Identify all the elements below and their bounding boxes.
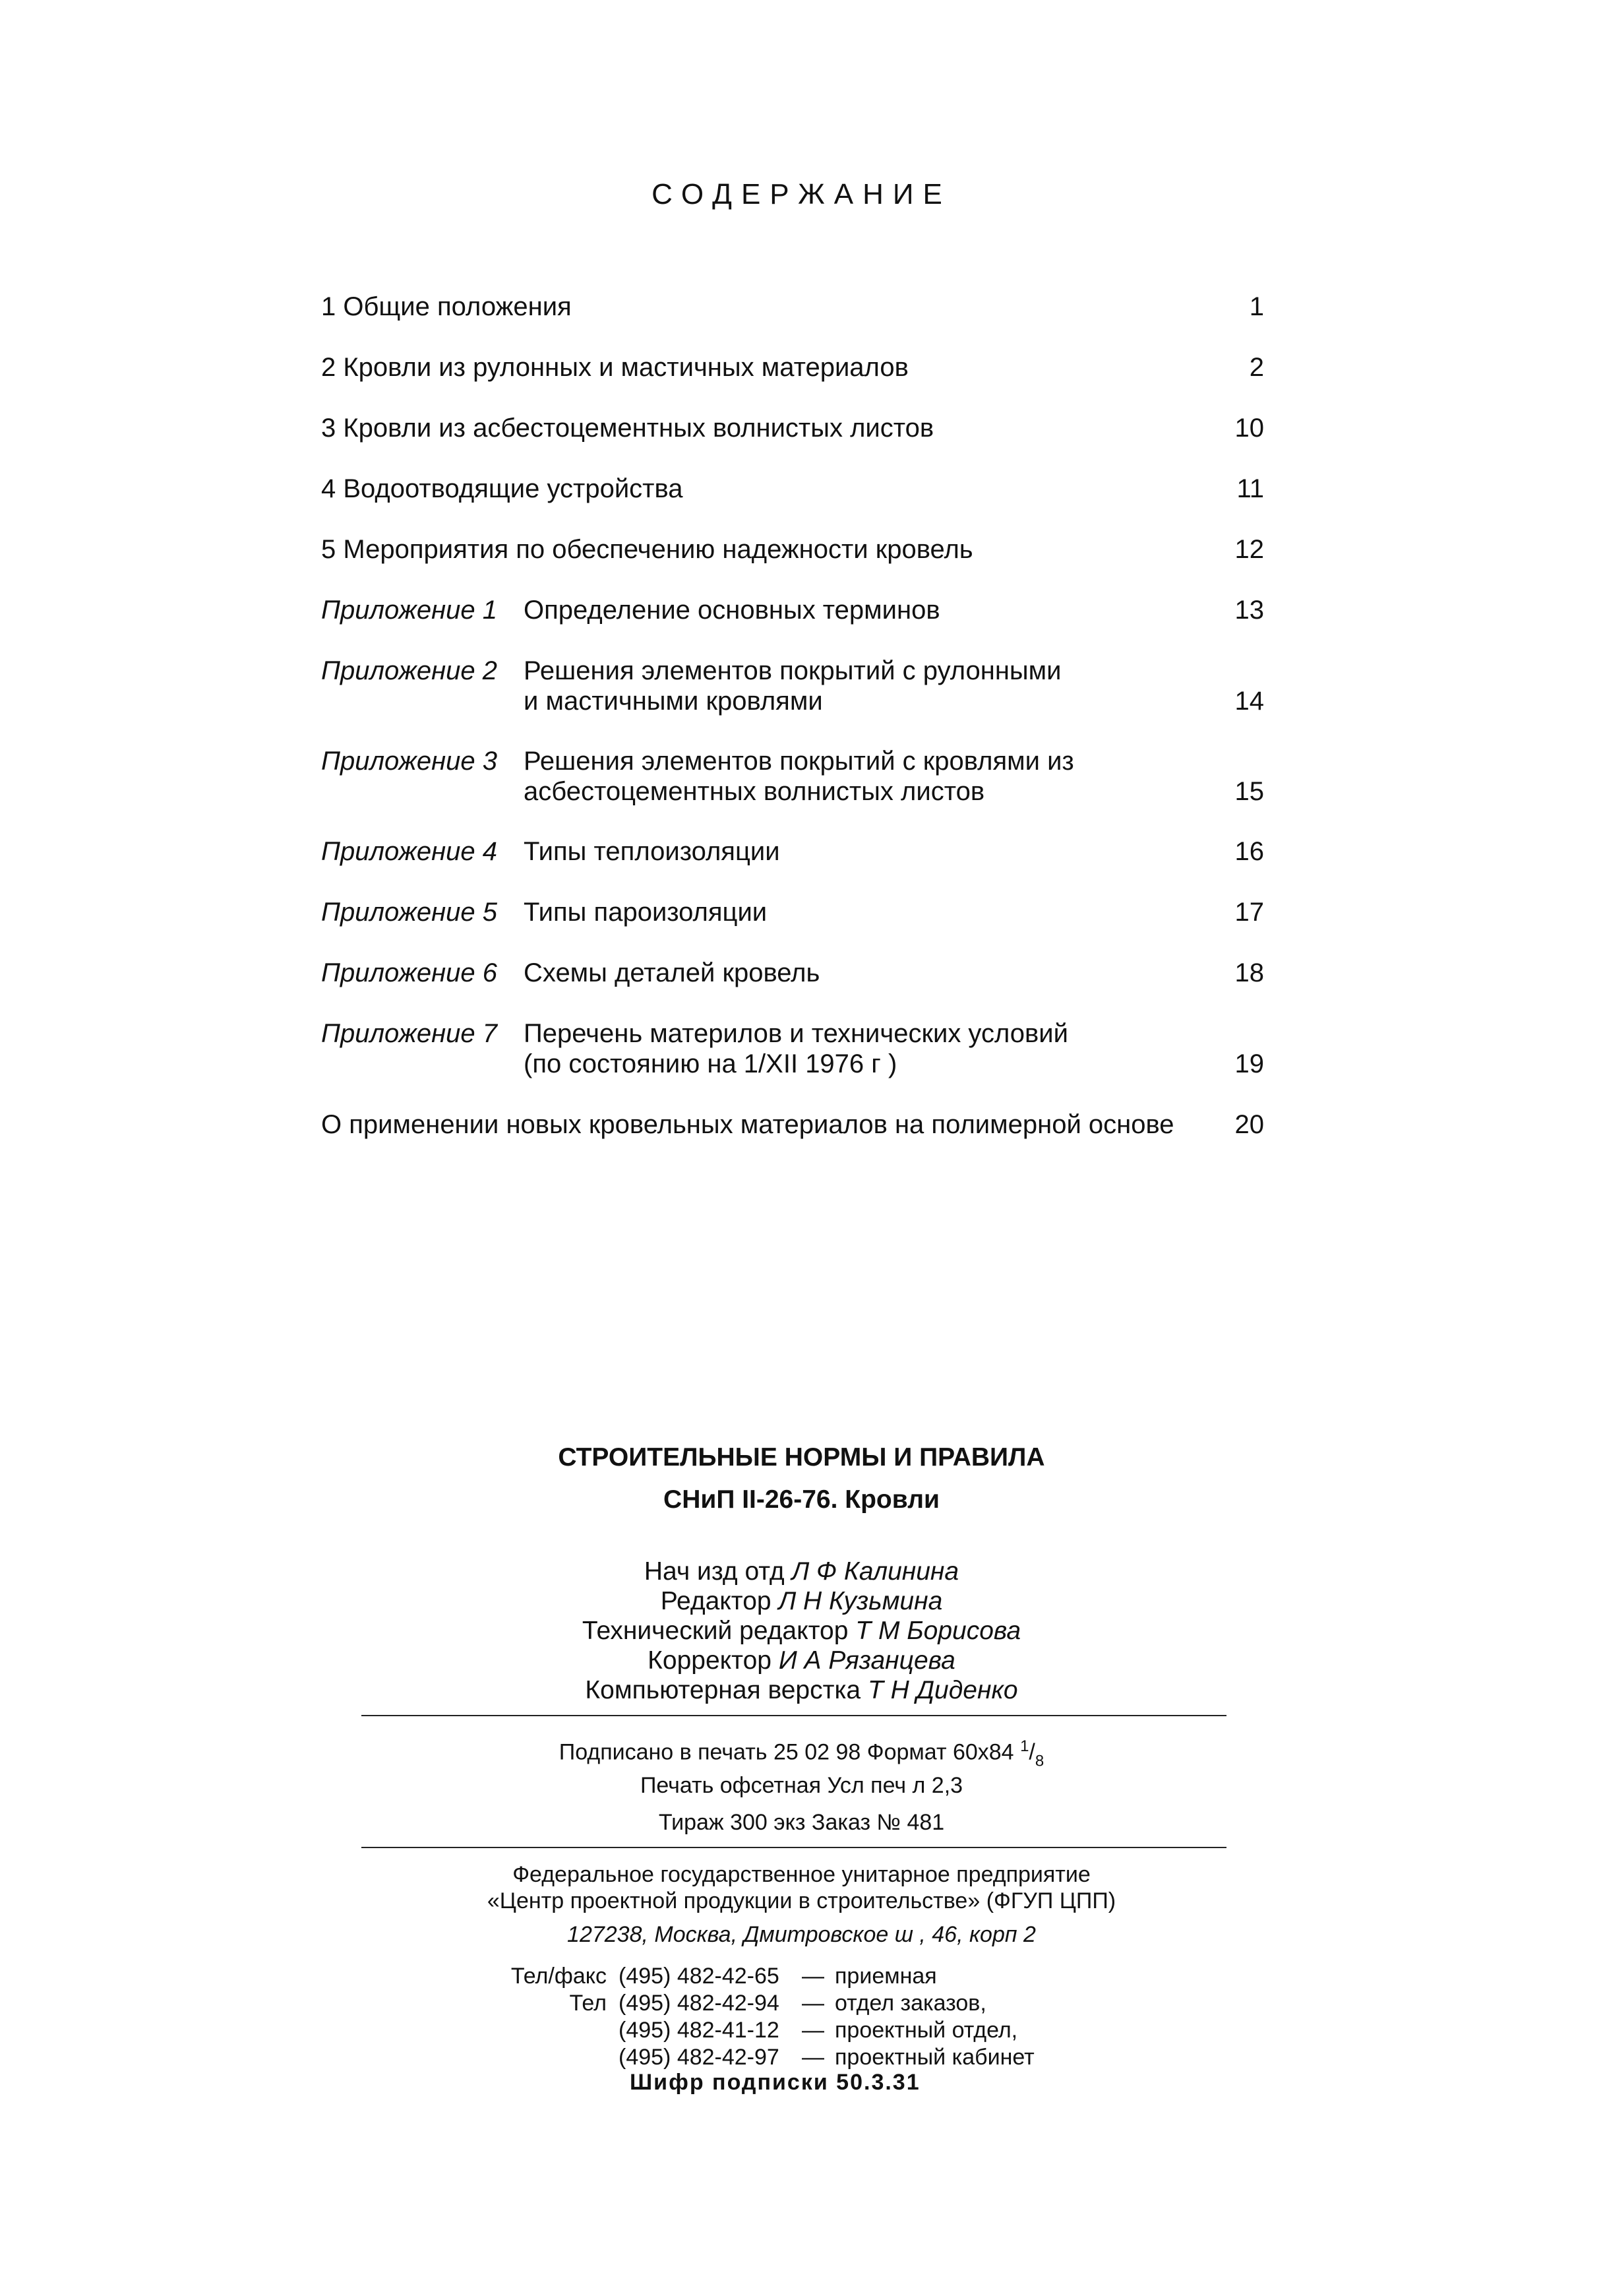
toc-entry-page: 13: [1234, 596, 1264, 625]
staff-role: Технический редактор: [582, 1617, 849, 1645]
staff-name: Л Н Кузьмина: [778, 1587, 943, 1615]
appendix-label: Приложение 4: [321, 837, 498, 866]
circulation-line: Тираж 300 экз Заказ № 481: [658, 1810, 945, 1835]
phone-desc: отдел заказов,: [835, 1991, 986, 2016]
format-fraction-num: 1: [1020, 1737, 1029, 1755]
phone-dash: —: [802, 1964, 824, 1989]
toc-entry-text: 2 Кровли из рулонных и мастичных материалов: [321, 353, 909, 382]
toc-entry-text: О применении новых кровельных материалов на полимерной основе: [321, 1110, 1174, 1139]
publisher-line-1: Федеральное государственное унитарное предприятие: [512, 1862, 1091, 1887]
phone-desc: приемная: [835, 1964, 937, 1989]
staff-name: Л Ф Калинина: [791, 1557, 959, 1586]
phone-dash: —: [802, 2045, 824, 2070]
toc-entry-page: 17: [1234, 898, 1264, 927]
appendix-title-line2: и мастичными кровлями: [524, 687, 823, 716]
toc-entry-page: 1: [1249, 292, 1264, 321]
appendix-title-line1: Перечень материлов и технических условий: [524, 1019, 1068, 1048]
phone-dash: —: [802, 1991, 824, 2016]
staff-role: Корректор: [648, 1646, 771, 1675]
appendix-title-line1: Решения элементов покрытий с рулонными: [524, 656, 1062, 685]
toc-appendix-2: [321, 656, 1264, 716]
appendix-title-line1: Решения элементов покрытий с кровлями из: [524, 747, 1074, 776]
toc-entry-page: 12: [1234, 535, 1264, 564]
toc-entry-last: [321, 1109, 1264, 1140]
format-fraction-den: 8: [1035, 1752, 1044, 1770]
staff-row: [0, 1557, 1603, 1586]
phone-row: [475, 2017, 1035, 2044]
staff-name: И А Рязанцева: [778, 1646, 955, 1675]
divider-rule: [361, 1715, 1226, 1716]
divider-rule: [361, 1847, 1226, 1848]
phone-dash: —: [802, 2018, 824, 2043]
toc-entry-2: [321, 352, 1264, 383]
phone-label: Тел: [569, 1991, 607, 2016]
staff-row: [0, 1646, 1603, 1675]
staff-list: [0, 1557, 1603, 1705]
appendix-label: Приложение 3: [321, 747, 498, 776]
toc-entry-4: [321, 474, 1264, 504]
toc-entry-page: 15: [1234, 777, 1264, 806]
signed-text: Подписано в печать 25 02 98 Формат 60x84: [559, 1739, 1014, 1765]
phone-number: (495) 482-41-12: [619, 2018, 779, 2043]
toc-entry-5: [321, 534, 1264, 565]
phone-desc: проектный отдел,: [835, 2018, 1018, 2043]
appendix-title: Схемы деталей кровель: [524, 958, 820, 987]
phone-number: (495) 482-42-65: [619, 1964, 779, 1989]
toc-entry-page: 10: [1234, 414, 1264, 443]
appendix-label: Приложение 7: [321, 1019, 498, 1048]
appendix-title: Типы пароизоляции: [524, 898, 768, 927]
phone-list: [475, 1963, 1035, 2071]
phone-label: Тел/факс: [510, 1964, 607, 1989]
phone-desc: проектный кабинет: [835, 2045, 1035, 2070]
phone-label: [475, 2044, 619, 2071]
appendix-label: Приложение 2: [321, 656, 498, 685]
publisher-address: 127238, Москва, Дмитровское ш , 46, корп 2: [567, 1922, 1036, 1947]
phone-label: [475, 2017, 619, 2044]
appendix-label: Приложение 6: [321, 958, 498, 987]
phone-number: (495) 482-42-97: [619, 2045, 779, 2070]
toc-entry-text: 1 Общие положения: [321, 292, 572, 321]
imprint-title: СТРОИТЕЛЬНЫЕ НОРМЫ И ПРАВИЛА: [558, 1443, 1045, 1472]
toc-title: СОДЕРЖАНИЕ: [651, 178, 952, 210]
toc-entry-page: 20: [1234, 1110, 1264, 1139]
phone-row: [475, 2044, 1035, 2071]
phone-row: [475, 1963, 1035, 1990]
staff-role: Редактор: [660, 1587, 771, 1615]
staff-row: [0, 1586, 1603, 1616]
toc-appendix-7: [321, 1018, 1264, 1079]
toc-entry-page: 14: [1234, 687, 1264, 716]
staff-role: Нач изд отд: [644, 1557, 785, 1586]
print-line: Печать офсетная Усл печ л 2,3: [640, 1773, 963, 1798]
staff-role: Компьютерная верстка: [585, 1676, 861, 1704]
toc-appendix-6: [321, 958, 1264, 988]
toc-entry-1: [321, 292, 1264, 322]
toc-entry-page: 19: [1234, 1049, 1264, 1078]
phone-number: (495) 482-42-94: [619, 1991, 779, 2016]
imprint-subtitle: СНиП II-26-76. Кровли: [663, 1485, 940, 1514]
appendix-title-line2: (по состоянию на 1/XII 1976 г ): [524, 1049, 897, 1078]
appendix-label: Приложение 1: [321, 596, 498, 625]
signed-line: Подписано в печать 25 02 98 Формат 60x84 $^1/_8$: [559, 1737, 1044, 1770]
toc-appendix-4: [321, 836, 1264, 867]
staff-name: Т М Борисова: [855, 1617, 1021, 1645]
appendix-label: Приложение 5: [321, 898, 498, 927]
staff-row: [0, 1675, 1603, 1705]
toc-entry-text: 5 Мероприятия по обеспечению надежности кровель: [321, 535, 973, 564]
staff-row: [0, 1616, 1603, 1646]
toc-entry-page: 11: [1236, 474, 1264, 503]
toc-appendix-5: [321, 897, 1264, 927]
phone-row: [475, 1990, 1035, 2017]
appendix-title: Типы теплоизоляции: [524, 837, 780, 866]
toc-entry-page: 18: [1234, 958, 1264, 987]
staff-name: Т Н Диденко: [867, 1676, 1018, 1704]
toc-appendix-3: [321, 746, 1264, 807]
toc-appendix-1: [321, 595, 1264, 625]
appendix-title: Определение основных терминов: [524, 596, 940, 625]
toc-entry-3: [321, 413, 1264, 443]
toc-entry-text: 4 Водоотводящие устройства: [321, 474, 683, 503]
toc-entry-page: 2: [1249, 353, 1264, 382]
toc-entry-page: 16: [1234, 837, 1264, 866]
appendix-title-line2: асбестоцементных волнистых листов: [524, 777, 985, 806]
publisher-line-2: «Центр проектной продукции в строительстве» (ФГУП ЦПП): [487, 1888, 1116, 1913]
toc-entry-text: 3 Кровли из асбестоцементных волнистых листов: [321, 414, 934, 443]
subscription-cipher: Шифр подписки 50.3.31: [630, 2070, 921, 2095]
